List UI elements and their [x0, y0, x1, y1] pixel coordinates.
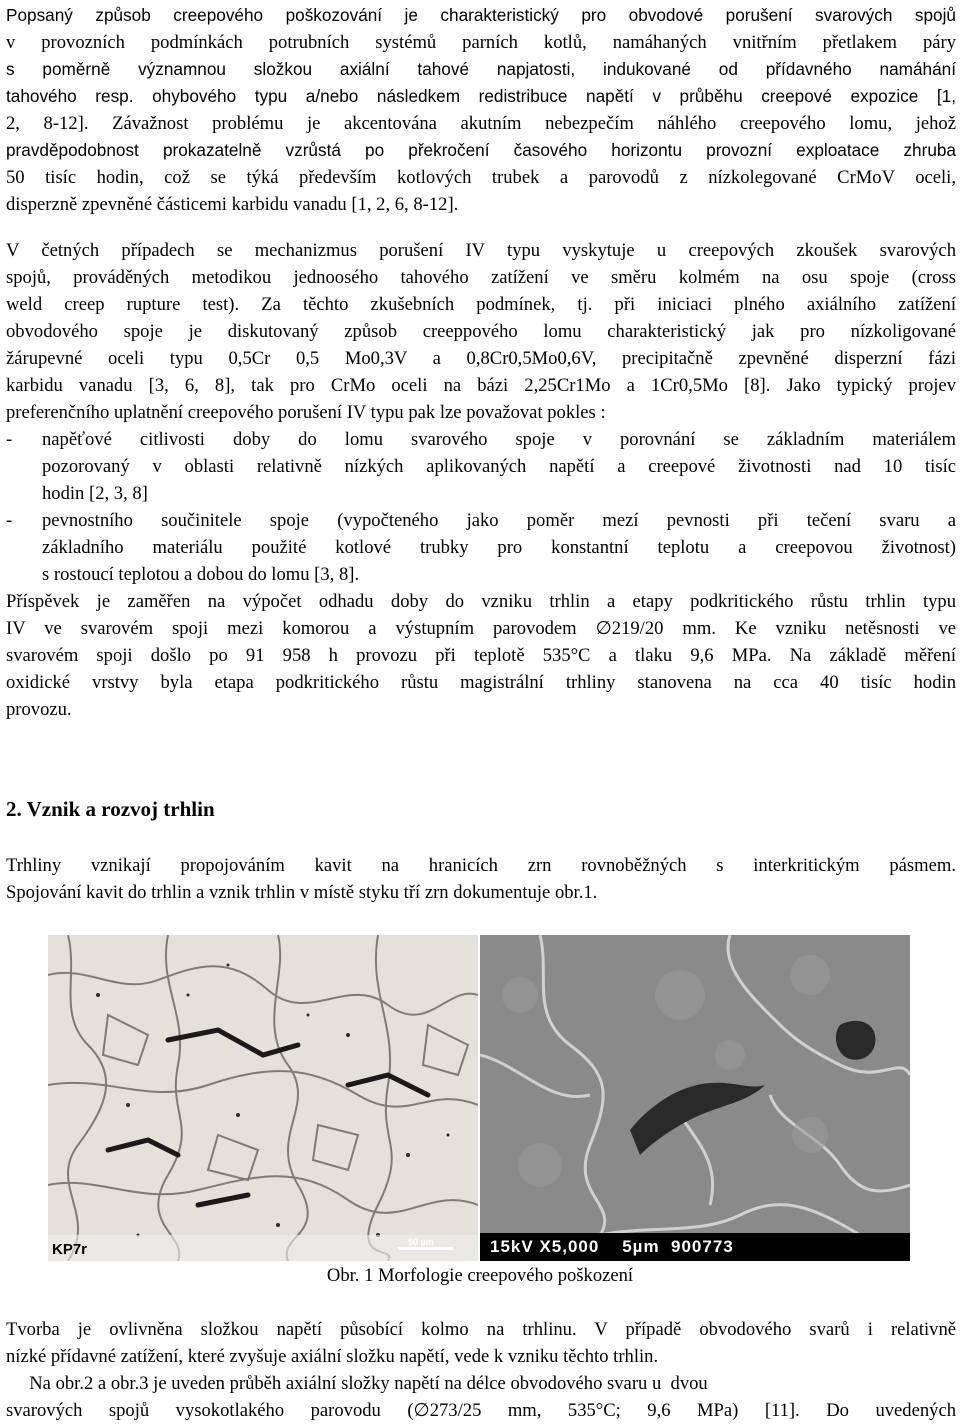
bullet-line: napěťové citlivosti doby do lomu svarového spoje v porovnání se základním materiálem — [42, 429, 956, 450]
para2-line: karbidu vanadu [3, 6, 8], tak pro CrMo oceli na bázi 2,25Cr1Mo a 1Cr0,5Mo [8]. Jako typický projev — [6, 375, 956, 396]
para1-line: tahového resp. ohybového typu a/nebo následkem redistribuce napětí v průběhu creepové expozice [1, — [6, 86, 956, 106]
para3-line: provozu. — [6, 699, 72, 720]
para1-line: pravděpodobnost prokazatelně vzrůstá po překročení časového horizontu provozní exploatace zhruba — [6, 140, 956, 160]
para1-line: Popsaný způsob creepového poškozování je charakteristický pro obvodové porušení svarových spojů — [6, 5, 956, 25]
para1-line: v provozních podmínkách potrubních systémů parních kotlů, namáhaných vnitřním přetlakem páry — [6, 32, 956, 53]
left-scale-bar — [398, 1247, 453, 1250]
figure-caption: Obr. 1 Morfologie creepového poškození — [326, 1265, 634, 1286]
bullet-line: základního materiálu použité kotlové trubky pro konstantní teplotu a creepovou životnost) — [42, 537, 956, 558]
section-heading: 2. Vznik a rozvoj trhlin — [6, 797, 215, 821]
sem-micrograph — [480, 935, 910, 1261]
bullet-item — [6, 426, 956, 507]
paragraph-2 — [6, 237, 956, 723]
bullet-dash: - — [6, 429, 13, 450]
para2-line: spojů, prováděných metodikou jednoosého tahového zatížení ve směru kolmém na osu spoje (cross — [6, 267, 956, 288]
optical-micrograph-image — [48, 935, 478, 1261]
para3-line: oxidické vrstvy byla etapa podkritického růstu magistrální trhliny stanovena na cca 40 tisíc hodin — [6, 672, 956, 693]
para4-line: Spojování kavit do trhlin a vznik trhlin v místě styku tří zrn dokumentuje obr.1. — [6, 882, 598, 903]
bullet-line: hodin [2, 3, 8] — [42, 483, 148, 504]
paragraph-1 — [6, 2, 956, 218]
para2-line: žárupevné oceli typu 0,5Cr 0,5 Mo0,3V a 0,8Cr0,5Mo0,6V, precipitačně zpevněné disperzní fázi — [6, 348, 956, 369]
para5-line: nízké přídavné zatížení, které zvyšuje axiální složku napětí, vede k vzniku těchto trhlin. — [6, 1346, 659, 1367]
bullet-line: pevnostního součinitele spoje (vypočteného jako poměr mezí pevnosti při tečení svaru a — [42, 510, 956, 531]
para2-line: obvodového spoje je diskutovaný způsob creeppového lomu charakteristický jak pro nízkoligované — [6, 321, 956, 342]
left-sample-label: KP7r — [52, 1241, 88, 1258]
para2-line: weld creep rupture test). Za těchto zkušebních podmínek, tj. při iniciaci plného axiálního zatížení — [6, 294, 956, 315]
para3-line: svarovém spoji došlo po 91 958 h provozu při teplotě 535°C a tlaku 9,6 MPa. Na základě měření — [6, 645, 956, 666]
bullet-item — [6, 507, 956, 588]
optical-micrograph — [48, 935, 478, 1261]
paragraph-5 — [6, 1316, 956, 1370]
sem-micrograph-image — [480, 935, 910, 1261]
figure-1 — [48, 935, 910, 1261]
bullet-line: pozorovaný v oblasti relativně nízkých aplikovaných napětí a creepové životnosti nad 10 tisíc — [42, 456, 956, 477]
sem-info-bar: 15kV X5,000 5µm 900773 — [490, 1237, 734, 1256]
para5-line: Tvorba je ovlivněna složkou napětí působící kolmo na trhlinu. V případě obvodového svarů i relativně — [6, 1319, 956, 1340]
bullet-line: s rostoucí teplotou a dobou do lomu [3, 8]. — [42, 564, 360, 585]
left-scale-label: 50 µm — [408, 1237, 434, 1247]
paragraph-6 — [6, 1370, 956, 1424]
para4-line: Trhliny vznikají propojováním kavit na hranicích zrn rovnoběžných s interkritickým pásmem. — [6, 855, 956, 876]
para3-line: IV ve svarovém spoji mezi komorou a výstupním parovodem ∅219/20 mm. Ke vzniku netěsnosti ve — [6, 618, 956, 639]
para1-line: 50 tisíc hodin, což se týká především kotlových trubek a parovodů z nízkolegované CrMoV oceli, — [6, 167, 956, 188]
para1-line: 2, 8-12]. Závažnost problému je akcentována akutním nebezpečím náhlého creepového lomu, jehož — [6, 113, 956, 134]
para3-line: Příspěvek je zaměřen na výpočet odhadu doby do vzniku trhlin a etapy podkritického růstu trhlin typu — [6, 591, 956, 612]
para6-line: Na obr.2 a obr.3 je uveden průběh axiální složky napětí na délce obvodového svaru u dvou — [6, 1373, 708, 1394]
paragraph-4 — [6, 852, 956, 906]
para2-line: V četných případech se mechanizmus porušení IV typu vyskytuje u creepových zkoušek svarových — [6, 240, 956, 261]
para1-line: s poměrně významnou složkou axiální tahové napjatosti, indukované od přídavného namáhání — [6, 59, 956, 79]
para2-line: preferenčního uplatnění creepového porušení IV typu pak lze považovat pokles : — [6, 402, 606, 423]
para1-line: disperzně zpevněné částicemi karbidu vanadu [1, 2, 6, 8-12]. — [6, 194, 459, 215]
bullet-dash: - — [6, 510, 13, 531]
para6-line: svarových spojů vysokotlakého parovodu (∅273/25 mm, 535°C; 9,6 MPa) [11]. Do uvedených — [6, 1400, 956, 1421]
